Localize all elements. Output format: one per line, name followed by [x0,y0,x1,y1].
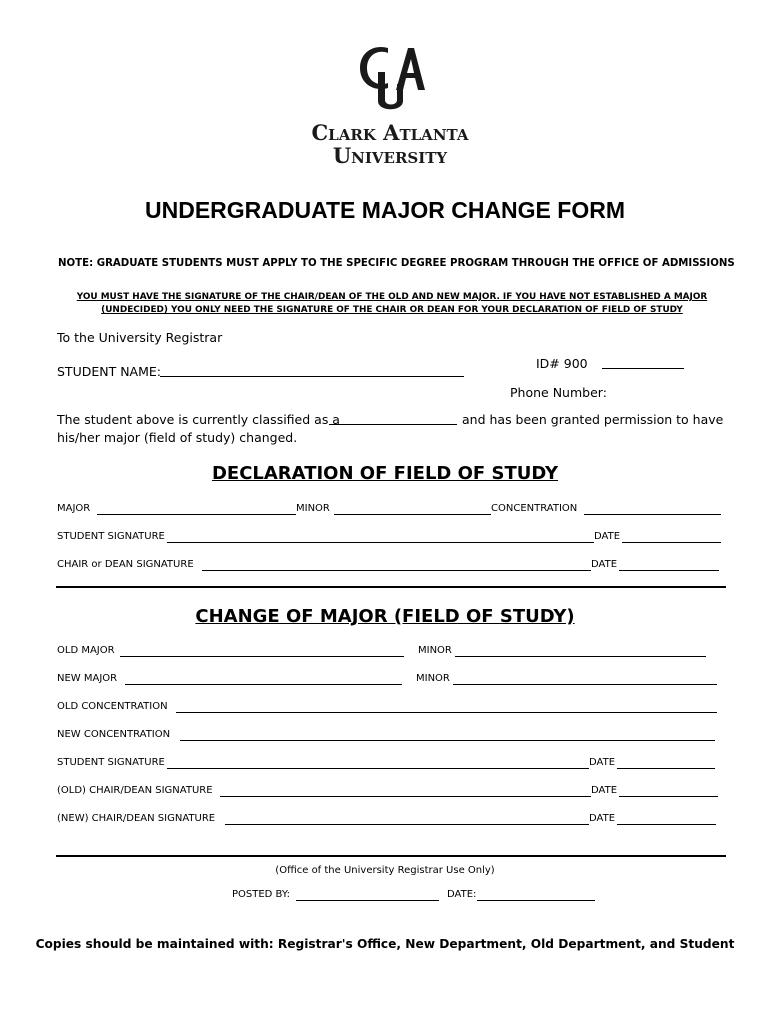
classification-field[interactable] [329,424,457,425]
declaration-major-field[interactable] [97,514,296,515]
change-student-signature-field[interactable] [167,768,589,769]
copies-footer: Copies should be maintained with: Registrar's Office, New Department, Old Department, and Student [35,937,735,951]
old-major-field[interactable] [120,656,404,657]
declaration-minor-label: MINOR [296,503,330,514]
declaration-chair-date-field[interactable] [619,570,719,571]
cau-monogram-logo [356,42,426,114]
old-minor-label: MINOR [418,645,452,656]
change-student-date-field[interactable] [617,768,715,769]
new-minor-field[interactable] [453,684,717,685]
declaration-chair-signature-field[interactable] [202,570,591,571]
declaration-minor-field[interactable] [334,514,491,515]
new-major-label: NEW MAJOR [57,673,118,684]
university-name-line2: University [332,143,448,168]
university-name-line1: Clark Atlanta [311,120,469,145]
declaration-concentration-field[interactable] [584,514,721,515]
change-heading: CHANGE OF MAJOR (FIELD OF STUDY) [195,606,575,627]
classification-line2: his/her major (field of study) changed. [57,430,298,445]
old-chair-signature-label: (OLD) CHAIR/DEAN SIGNATURE [57,785,213,796]
new-chair-date-label: DATE [589,813,616,824]
graduate-note: NOTE: GRADUATE STUDENTS MUST APPLY TO THE SPECIFIC DEGREE PROGRAM THROUGH THE OFFICE OF ADMISSIONS [58,258,735,269]
old-concentration-label: OLD CONCENTRATION [57,701,168,712]
change-student-signature-label: STUDENT SIGNATURE [57,757,165,768]
old-concentration-field[interactable] [176,712,717,713]
registrar-date-field[interactable] [477,900,595,901]
posted-by-label: POSTED BY: [232,889,291,900]
new-chair-signature-field[interactable] [225,824,589,825]
declaration-student-signature-label: STUDENT SIGNATURE [57,531,165,542]
new-chair-date-field[interactable] [617,824,716,825]
student-id-label: ID# 900 [536,356,588,371]
student-name-label: STUDENT NAME: [57,364,161,379]
phone-number-label: Phone Number: [510,385,607,400]
declaration-student-signature-field[interactable] [167,542,594,543]
declaration-heading: DECLARATION OF FIELD OF STUDY [211,463,559,484]
form-title: UNDERGRADUATE MAJOR CHANGE FORM [144,197,625,223]
student-id-field[interactable] [602,368,684,369]
registrar-use-caption: (Office of the University Registrar Use Only) [275,865,495,876]
declaration-chair-signature-label: CHAIR or DEAN SIGNATURE [57,559,194,570]
new-chair-signature-label: (NEW) CHAIR/DEAN SIGNATURE [57,813,216,824]
old-chair-signature-field[interactable] [220,796,591,797]
declaration-concentration-label: CONCENTRATION [491,503,578,514]
registrar-date-label: DATE: [447,889,477,900]
change-student-date-label: DATE [589,757,616,768]
signature-notice-line1: YOU MUST HAVE THE SIGNATURE OF THE CHAIR/DEAN OF THE OLD AND NEW MAJOR. IF YOU HAVE NOT ESTABLISHED A MAJOR [76,292,708,302]
declaration-student-date-field[interactable] [622,542,721,543]
posted-by-field[interactable] [296,900,439,901]
addressee: To the University Registrar [57,330,223,345]
old-chair-date-field[interactable] [619,796,718,797]
signature-notice-line2: (UNDECIDED) YOU ONLY NEED THE SIGNATURE OF THE CHAIR OR DEAN FOR YOUR DECLARATION OF FIELD OF STUDY [101,305,683,315]
declaration-student-date-label: DATE [594,531,621,542]
new-major-field[interactable] [125,684,402,685]
classification-text-before: The student above is currently classified as a [57,412,340,427]
old-minor-field[interactable] [455,656,706,657]
new-concentration-field[interactable] [180,740,715,741]
old-chair-date-label: DATE [591,785,618,796]
declaration-major-label: MAJOR [57,503,91,514]
declaration-chair-date-label: DATE [591,559,618,570]
signature-notice [58,291,726,317]
section-divider [56,586,726,588]
classification-text-after: and has been granted permission to have [462,412,724,427]
registrar-divider [56,855,726,857]
student-name-field[interactable] [160,376,464,377]
new-minor-label: MINOR [416,673,450,684]
new-concentration-label: NEW CONCENTRATION [57,729,171,740]
old-major-label: OLD MAJOR [57,645,115,656]
